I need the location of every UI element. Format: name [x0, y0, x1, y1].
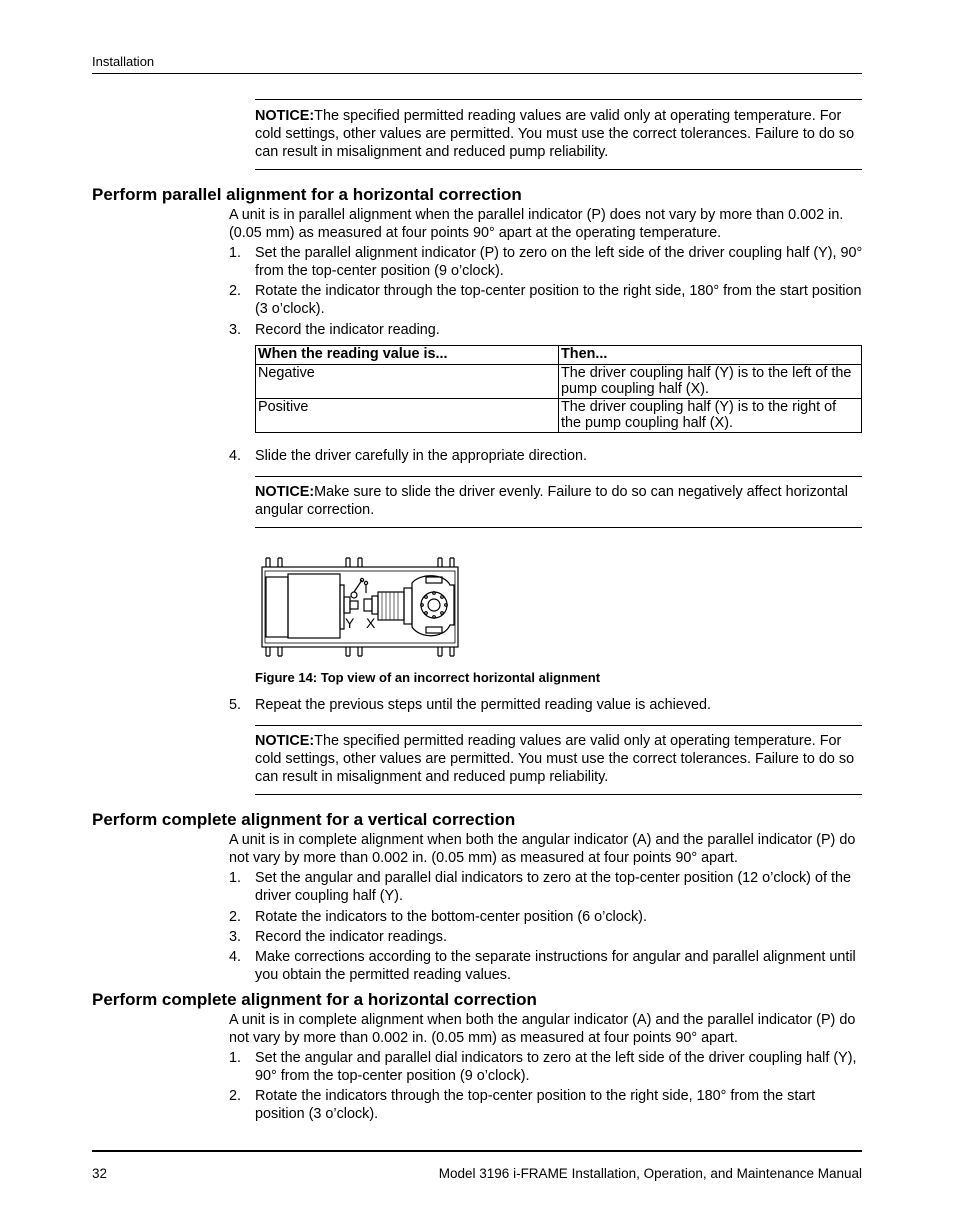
section-heading: Perform parallel alignment for a horizontal correction — [92, 185, 522, 204]
section-heading: Perform complete alignment for a horizontal correction — [92, 990, 537, 1009]
notice-text: The specified permitted reading values are valid only at operating temperature. For cold settings, other values are permitted. You must use the correct tolerances. Failure to do so can result in misalignment and reduced pump reliability. — [255, 108, 855, 161]
step-text: Rotate the indicator through the top-center position to the right side, 180° from the start position (3 o’clock). — [255, 283, 862, 318]
step-number: 5. — [229, 697, 242, 713]
step-number: 2. — [229, 283, 242, 299]
figure-label-y: Y — [345, 615, 355, 631]
step-number: 2. — [229, 1088, 242, 1104]
table-row — [256, 365, 862, 399]
section-intro: A unit is in parallel alignment when the parallel indicator (P) does not vary by more than 0.002 in. (0.05 mm) as measured at four points 90° apart at the operating temperature. — [229, 207, 844, 242]
step-number: 4. — [229, 448, 242, 464]
notice-label: NOTICE: — [255, 484, 315, 500]
notice-rule-top — [255, 725, 862, 726]
page-number: 32 — [92, 1166, 108, 1181]
notice-text: The specified permitted reading values are valid only at operating temperature. For cold settings, other values are permitted. You must use the correct tolerances. Failure to do so can result in misalignment and reduced pump reliability. — [255, 733, 855, 786]
manual-title: Model 3196 i-FRAME Installation, Operation, and Maintenance Manual — [438, 1166, 862, 1181]
step-text: Set the angular and parallel dial indicators to zero at the top-center position (12 o’clock) of the driver coupling half (Y). — [255, 870, 851, 905]
step-number: 1. — [229, 870, 242, 886]
step-number: 3. — [229, 929, 242, 945]
step-number: 1. — [229, 245, 242, 261]
notice-rule-bottom — [255, 169, 862, 170]
section-intro: A unit is in complete alignment when both the angular indicator (A) and the parallel indicator (P) do not vary by more than 0.002 in. (0.05 mm) as measured at four points 90° apart. — [229, 832, 856, 867]
table-header-cell: Then... — [559, 346, 862, 365]
step-text: Record the indicator reading. — [255, 322, 440, 338]
notice-rule-top — [255, 476, 862, 477]
step-text: Make corrections according to the separate instructions for angular and parallel alignment until you obtain the permitted reading values. — [255, 949, 856, 984]
reading-table — [255, 345, 862, 433]
notice-rule-bottom — [255, 527, 862, 528]
figure-caption: Figure 14: Top view of an incorrect horizontal alignment — [255, 670, 601, 685]
notice-rule-top — [255, 99, 862, 100]
table-cell: Positive — [256, 399, 559, 433]
step-text: Rotate the indicators through the top-center position to the right side, 180° from the start position (3 o’clock). — [255, 1088, 816, 1123]
notice-box — [255, 732, 862, 787]
notice-rule-bottom — [255, 794, 862, 795]
step-number: 2. — [229, 909, 242, 925]
notice-text: Make sure to slide the driver evenly. Failure to do so can negatively affect horizontal angular correction. — [255, 484, 848, 519]
step-number: 3. — [229, 322, 242, 338]
table-cell: Negative — [256, 365, 559, 399]
running-header: Installation — [92, 54, 155, 69]
notice-label: NOTICE: — [255, 733, 315, 749]
alignment-figure — [258, 555, 463, 660]
figure-label-x: X — [366, 615, 376, 631]
step-text: Record the indicator readings. — [255, 929, 447, 945]
table-header-cell: When the reading value is... — [256, 346, 559, 365]
step-number: 1. — [229, 1050, 242, 1066]
table-row — [256, 399, 862, 433]
footer-rule — [92, 1150, 862, 1152]
step-text: Set the parallel alignment indicator (P) to zero on the left side of the driver coupling half (Y), 90° from the top-center position (9 o’clock). — [255, 245, 863, 280]
notice-box — [255, 483, 862, 519]
step-text: Repeat the previous steps until the permitted reading value is achieved. — [255, 697, 711, 713]
header-rule — [92, 73, 862, 74]
section-intro: A unit is in complete alignment when both the angular indicator (A) and the parallel indicator (P) do not vary by more than 0.002 in. (0.05 mm) as measured at four points 90° apart. — [229, 1012, 856, 1047]
table-header-row — [256, 346, 862, 365]
table-cell: The driver coupling half (Y) is to the right of the pump coupling half (X). — [559, 399, 862, 433]
notice-box — [255, 107, 862, 162]
table-cell: The driver coupling half (Y) is to the left of the pump coupling half (X). — [559, 365, 862, 399]
step-text: Rotate the indicators to the bottom-center position (6 o’clock). — [255, 909, 647, 925]
notice-label: NOTICE: — [255, 108, 315, 124]
step-number: 4. — [229, 949, 242, 965]
step-text: Set the angular and parallel dial indicators to zero at the left side of the driver coupling half (Y), 90° from the top-center position (9 o’clock). — [255, 1050, 857, 1085]
section-heading: Perform complete alignment for a vertical correction — [92, 810, 516, 829]
step-text: Slide the driver carefully in the appropriate direction. — [255, 448, 587, 464]
